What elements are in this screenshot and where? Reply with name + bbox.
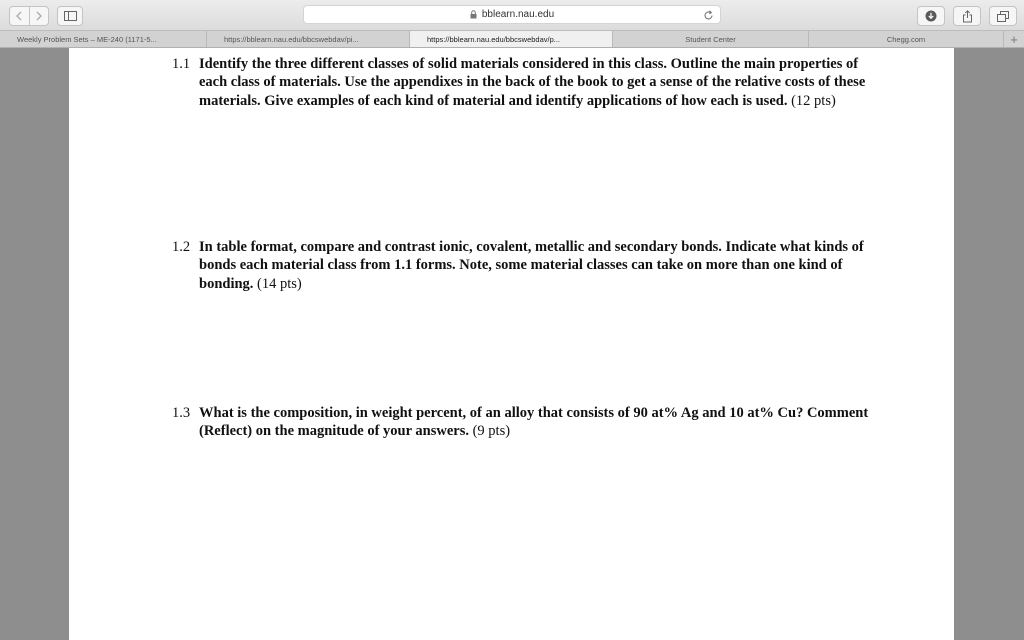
question-1-1 xyxy=(172,55,872,110)
tabs-overview-button[interactable] xyxy=(989,6,1017,26)
forward-button[interactable] xyxy=(29,7,49,25)
question-number: 1.2 xyxy=(172,239,191,255)
question-number: 1.3 xyxy=(172,405,191,421)
back-button[interactable] xyxy=(10,7,29,25)
document-page xyxy=(69,48,954,640)
nav-buttons xyxy=(9,6,49,26)
downloads-button[interactable] xyxy=(917,6,945,26)
question-points: (9 pts) xyxy=(468,423,511,440)
reload-button[interactable] xyxy=(701,8,715,22)
new-tab-button[interactable] xyxy=(1004,31,1024,47)
download-icon xyxy=(925,10,937,22)
question-text: Identify the three different classes of solid materials considered in this class. Outline the main properties of each class of materials. Use the appendixes in the back of the book to get a sense of the relative costs of these materials. Give examples of each kind of material and identify applications of how each is used. xyxy=(199,56,866,109)
chevron-left-icon xyxy=(15,11,23,21)
tab-label: https://bblearn.nau.edu/bbcswebdav/pi... xyxy=(224,34,359,44)
tab-chegg[interactable] xyxy=(809,31,1004,47)
question-text: What is the composition, in weight percent, of an alloy that consists of 90 at% Ag and 10 at% Cu? Comment (Reflect) on the magnitude of your answers. xyxy=(199,405,869,440)
question-points: (14 pts) xyxy=(253,275,302,292)
tab-bbcswebdav-1[interactable] xyxy=(207,31,410,47)
tab-label: Student Center xyxy=(685,34,736,44)
share-icon xyxy=(962,10,973,23)
tab-label: Weekly Problem Sets – ME-240 (1171-5... xyxy=(17,34,157,44)
tab-label: https://bblearn.nau.edu/bbcswebdav/p... xyxy=(427,34,561,44)
share-button[interactable] xyxy=(953,6,981,26)
tab-student-center[interactable] xyxy=(613,31,809,47)
tabs-overview-icon xyxy=(997,11,1009,22)
sidebar-icon xyxy=(64,11,77,21)
tab-bbcswebdav-2[interactable] xyxy=(410,31,613,47)
lock-icon xyxy=(470,10,477,19)
tab-weekly-problem-sets[interactable] xyxy=(0,31,207,47)
plus-icon: + xyxy=(1010,31,1018,47)
address-text: bblearn.nau.edu xyxy=(481,9,555,20)
browser-toolbar xyxy=(0,0,1024,30)
question-number: 1.1 xyxy=(172,56,191,72)
chevron-right-icon xyxy=(35,11,43,21)
question-1-2 xyxy=(172,238,872,293)
question-1-3 xyxy=(172,404,872,441)
question-points: (12 pts) xyxy=(787,92,836,109)
question-text: In table format, compare and contrast ionic, covalent, metallic and secondary bonds. Indicate what kinds of bonds each material class from 1.1 forms. Note, some material classes can take on more than one kind of bonding. xyxy=(199,239,864,292)
tab-label: Chegg.com xyxy=(886,34,926,44)
reload-icon xyxy=(703,10,714,21)
address-bar[interactable] xyxy=(303,5,721,24)
sidebar-button[interactable] xyxy=(57,6,83,26)
tab-bar xyxy=(0,30,1024,48)
